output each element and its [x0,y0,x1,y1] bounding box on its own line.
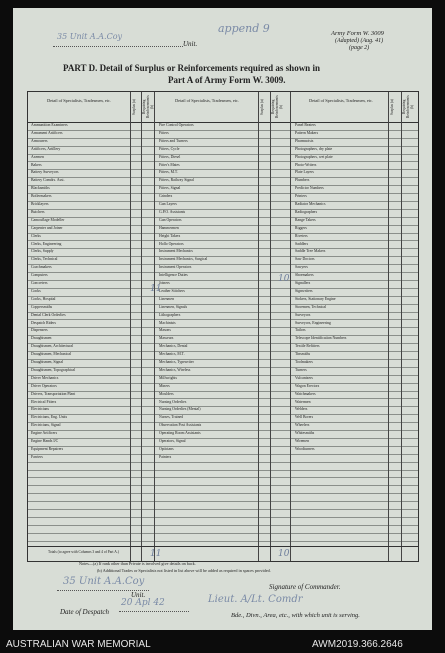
specialist-cell: Saddlers [295,241,309,246]
specialist-cell: Machinists [159,320,176,325]
form-paper [13,8,432,630]
specialist-cell: Bakers [31,162,42,167]
specialist-cell: Plate Layers [295,170,314,175]
specialist-cell: Fitters, Railway Signal [159,178,194,183]
header-detail-2: Detail of Specialists, Tradesmen, etc. [175,98,239,103]
specialist-cell: Draughtsmen, Signal [31,360,64,364]
specialist-cell: Photographers, wet plate [295,154,333,159]
specialist-cell: Whitesmiths [295,431,315,436]
despatch-line [119,611,189,612]
header-requiring-2: Requiring Reinforcements (b) [271,95,283,119]
specialist-cell: Height Takers [159,233,181,238]
specialist-cell: Fitters, Diesel [159,154,181,159]
specialist-cell: Fitter's Mates [159,162,180,167]
specialist-cell: Linesmen, Signals [159,304,188,309]
specialist-cell: G.P.O. Assistants [159,209,186,214]
despatch-date: 20 Apl 42 [121,598,165,608]
specialist-cell: Battery Comdrs. Asst. [31,178,65,183]
specialist-cell: Draughtsmen [31,336,52,341]
specialist-cell: Clerks, Engineering [31,241,62,246]
specialist-cell: Computers [31,273,48,278]
col-divider [154,92,155,561]
specialist-cell: Range Takers [295,217,316,222]
col-divider [290,92,291,561]
signature-label: Signature of Commander. [269,583,341,591]
specialist-cell: Clerks, Technical [31,257,58,262]
specialist-cell: Shoemakers [295,273,314,278]
specialist-cell: Gun Layers [159,202,177,206]
specialist-cell: Nursing Orderlies (Mental) [159,407,201,412]
specialist-cell: Clerks [31,233,41,238]
specialist-cell: Saw Doctors [295,257,315,262]
specialist-cell: Concreters [31,281,48,285]
specialist-cell: Riggers [295,225,307,230]
specialist-cell: Butchers [31,209,45,214]
specialist-cell: Welders [295,407,308,412]
specialist-cell: Despatch Riders [31,320,56,325]
specialist-cell: Gun Operators [159,217,182,222]
specialist-cell: Fitters, M.T. [159,170,178,175]
specialist-cell: Watermen [295,399,311,404]
specialist-cell: Fitters [159,130,169,135]
specialist-cell: Plumbers [295,178,310,183]
caption-left: AUSTRALIAN WAR MEMORIAL [6,639,151,650]
table-header [28,92,418,123]
specialist-cell: Telescope Identification Numbers [295,336,347,341]
title-line-1: PART D. Detail of Surplus or Reinforcements required as shown in [63,63,320,73]
specialist-cell: Coachmakers [31,265,52,270]
specialist-cell: Driver Mechanics [31,375,59,380]
specialist-cell: Bricklayers [31,202,49,206]
unit-dotted-line [53,46,183,47]
signature-handwritten: Lieut. A/Lt. Comdr [208,594,303,605]
specialist-cell: Draughtsmen, Topographical [31,367,76,372]
specialist-cell: Coppersmiths [31,304,53,309]
specialist-cell: Intelligence Duties [159,273,188,278]
specialist-cell: Hollo Operators [159,241,184,246]
specialist-cell: Opticians [159,446,174,451]
header-detail-3: Detail of Specialists, Tradesmen, etc. [309,98,373,103]
specialist-cell: Lithographers [159,312,181,317]
specialist-cell: Miners [159,383,170,388]
specialist-cell: Mechanics, M.T. [159,352,185,357]
specialist-cell: Storemen, Technical [295,304,327,309]
specialist-cell: Camouflage Modeller [31,217,65,222]
specialist-cell: Linesmen [159,296,174,301]
specialist-cell: Carpenter and Joiner [31,225,63,230]
specialist-cell: Operating Room Assistants [159,431,201,436]
specialist-cell: Drivers, Transportation Plant [31,391,76,396]
specialist-cell: Well Borers [295,415,314,420]
specialist-cell: Vulcanizers [295,375,313,380]
specialist-cell: Clerks, Supply [31,249,54,254]
computers-requiring-value: 11 [150,284,162,294]
specialist-cell: Fire Control Operators [159,123,194,127]
specialist-cell: Leather Stitchers [159,288,185,293]
specialist-cell: Millwrights [159,375,177,380]
specialist-cell: Artificers, Artillery [31,146,61,151]
specialist-cell: Axemen [31,154,44,159]
specialist-cell: Fitters, Signal [159,186,181,191]
specialist-cell: Saddle Tree Makers [295,249,326,254]
col-divider [130,92,131,561]
col-divider [258,92,259,561]
specialist-cell: Electrical Fitters [31,399,57,404]
totals-label: Totals (to agree with Columns 3 and 4 of Part A.) [48,550,119,554]
specialist-cell: Mechanics, Wireless [159,367,191,372]
specialist-cell: Mechanics, Dental [159,344,188,349]
form-page: (page 2) [349,45,370,51]
specialist-cell: Hammermen [159,225,179,230]
specialist-cell: Electricians [31,407,49,412]
specialist-cell [295,454,387,462]
specialist-cell: Pharmacists [295,138,314,143]
specialist-cell: Grinders [159,194,173,199]
specialist-cell: Boilermakers [31,194,52,199]
specialist-cell: Dental Clerk Orderlies [31,312,66,317]
col-divider [401,92,402,561]
form-name: Army Form W. 3009 [331,30,384,37]
specialist-cell: Ammunition Examiners [31,123,68,127]
empty-row [28,533,418,542]
specialist-cell: Surveyors, Engineering [295,320,331,325]
specialist-cell: Armament Artificers [31,130,63,135]
specialist-cell: Signwriters [295,288,313,293]
footer-unit-handwritten: 35 Unit A.A.Coy [63,576,145,587]
specialist-cell: Driver Operators [31,383,57,388]
specialist-cell: Wheelers [295,423,310,428]
specialist-cell: Tailors [295,328,306,333]
specialist-cell: Cooks, Hospital [31,296,56,301]
unit-handwritten: 35 Unit A.A.Coy [57,32,123,41]
specialist-cell: Sawyers [295,265,308,270]
specialist-cell: Dispensers [31,328,48,333]
col-divider [388,92,389,561]
specialist-cell: Battery Surveyors [31,170,59,175]
specialist-cell: Fitters and Turners [159,138,188,143]
specialist-cell: Fitters, Cycle [159,146,180,151]
header-requiring-1: Requiring Reinforcements (b) [142,95,154,119]
specialist-cell: Textile Refitters [295,344,320,349]
specialist-cell: Predictor Numbers [295,186,324,191]
specialist-cell: Photographers, dry plate [295,146,333,151]
title-line-2: Part A of Army Form W. 3009. [168,75,286,85]
despatch-label: Date of Despatch [60,608,109,616]
specialist-cell: Pattern Makers [295,130,319,135]
specialist-cell: Instrument Operators [159,265,192,270]
specialist-cell: Signallers [295,281,311,285]
specialist-cell: Armourers [31,138,48,143]
col-divider [270,92,271,561]
header-detail-1: Detail of Specialists, Tradesmen, etc. [47,98,111,103]
specialist-cell: Cooks [31,288,41,293]
form-adapted: (Adapted) (Aug. 41) [335,38,384,44]
specialist-cell: Turners [295,367,307,372]
header-surplus-1: Surplus (a) [132,99,136,115]
caption-right: AWM2019.366.2646 [312,639,403,650]
specialist-cell: Nurses, Trained [159,415,184,420]
header-requiring-3: Requiring Reinforcements (b) [402,95,414,119]
header-surplus-3: Surplus (a) [390,99,394,115]
specialist-cell: Joiners [159,281,170,285]
header-surplus-2: Surplus (a) [260,99,264,115]
specialist-cell: Observation Post Assistants [159,423,202,428]
append-handwritten: append 9 [218,22,270,35]
specialist-cell: Instrument Mechanics [159,249,193,254]
specialist-cell: Operators, Signal [159,439,186,443]
specialist-cell: Draughtsmen, Mechanical [31,352,72,357]
specialist-cell: Farriers [31,454,43,459]
specialist-cell: Blacksmiths [31,186,50,191]
specialist-cell: Draughtsmen, Architectural [31,344,74,349]
specialist-cell: Radiator Mechanics [295,202,326,206]
specialist-cell: Tinsmiths [295,352,311,357]
specialist-cell: Electricians, Eng. Units [31,415,68,420]
specialist-cell: Mechanics, Typewriter [159,360,194,364]
specialist-cell: Engine Hands I/C [31,439,59,443]
specialist-cell: Watchmakers [295,391,316,396]
specialist-cell: Engine Artificers [31,431,58,436]
specialist-cell: Moulders [159,391,174,396]
specialist-cell: Instrument Mechanics, Surgical [159,257,208,262]
specialist-cell: Panel Beaters [295,123,316,127]
specialist-cell: Woodturners [295,446,315,451]
bde-label: Bde., Divn., Area, etc., with which unit is serving. [231,612,360,619]
specialist-cell: Toolmakers [295,360,313,364]
total-col1: 11 [150,549,162,559]
specialist-cell: Printers [295,194,307,199]
col-divider [141,92,142,561]
specialist-cell: Photo-Writers [295,162,317,167]
specialist-cell: Equipment Repairers [31,446,64,451]
footer-unit-label: Unit. [131,591,146,599]
specialist-cell: Radiographers [295,209,318,214]
specialists-table [27,91,419,562]
specialist-cell: Masons [159,328,171,333]
notes-line-2: (b) Additional Trades or Specialists not listed in list above will be added as required in spaces provided. [97,568,271,573]
specialist-cell: Nursing Orderlies [159,399,187,404]
specialist-cell: Wiremen [295,439,309,443]
notes-line-1: Notes—(a) If rank other than Private is involved give details on back. [79,561,196,566]
unit-label: Unit. [183,40,198,48]
specialist-cell: Stokers, Stationary Engine [295,296,336,301]
specialist-cell: Wagon Erectors [295,383,320,388]
specialist-cell: Electricians, Signal [31,423,61,428]
specialist-cell: Riveters [295,233,308,238]
specialist-cell: Surveyors [295,312,311,317]
total-col2: 10 [278,549,290,559]
specialist-cell: Painters [159,454,172,459]
instrument-operators-requiring-value: 10 [278,274,290,284]
specialist-cell: Masseurs [159,336,174,341]
